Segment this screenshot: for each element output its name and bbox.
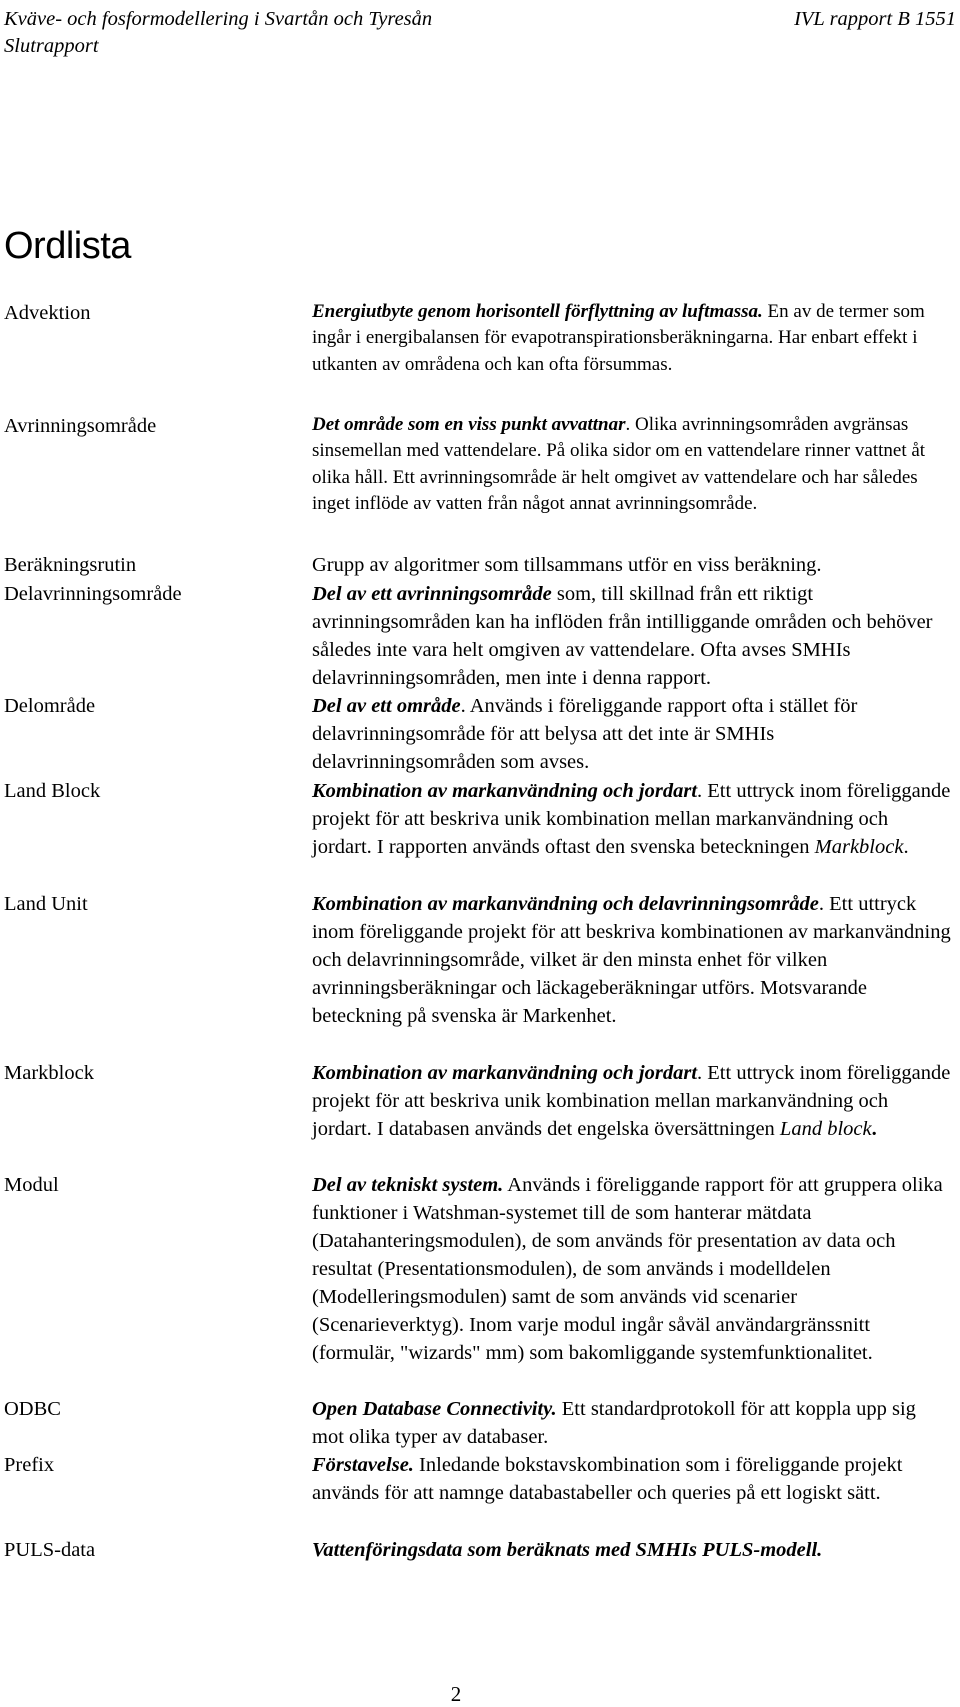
glossary-definition (312, 551, 952, 579)
definition-tail: . (871, 1118, 877, 1140)
definition-text: . Används i föreliggande rapport ofta i stället för delavrinningsområde för att belysa att det inte är SMHIs delavrinningsområden som avses. (312, 695, 858, 773)
definition-text: . Ett uttryck inom föreliggande projekt för att beskriva unik kombination mellan markanvändning och jordart. I rapporten används oftast den svenska beteckningen (312, 780, 951, 858)
glossary-definition (312, 1395, 952, 1451)
header-subtitle: Slutrapport (4, 35, 99, 57)
glossary-term: Markblock (4, 1062, 94, 1084)
glossary-definition (312, 299, 952, 378)
definition-emphasis: Del av ett område (312, 695, 461, 717)
definition-emphasis: Energiutbyte genom horisontell förflyttning av luftmassa. (312, 301, 763, 322)
definition-emphasis: Kombination av markanvändning och jordart (312, 780, 698, 802)
definition-emphasis: Kombination av markanvändning och jordart (312, 1062, 698, 1084)
glossary-definition (312, 890, 952, 1030)
glossary-definition (312, 777, 952, 861)
header-title: Kväve- och fosformodellering i Svartån och Tyresån (4, 8, 433, 30)
definition-text: Ett standardprotokoll för att koppla upp sig mot olika typer av databaser. (312, 1398, 916, 1448)
definition-emphasis: Kombination av markanvändning och delavrinningsområde (312, 893, 819, 915)
definition-tail: . (903, 836, 909, 858)
definition-text: Inledande bokstavskombination som i föreliggande projekt används för att namnge databastabeller och queries på ett logiskt sätt. (312, 1454, 903, 1504)
definition-emphasis: Open Database Connectivity. (312, 1398, 557, 1420)
definition-emphasis: Det område som en viss punkt avvattnar (312, 414, 626, 435)
glossary-term: Modul (4, 1174, 59, 1196)
definition-text: . Ett uttryck inom föreliggande projekt för att beskriva kombinationen av markanvändning och delavrinningsområde, vilket är den minsta enhet för vilken avrinningsberäkningar och läckageberäkningar utförs. Motsvarande beteckning på svenska är Markenhet. (312, 893, 951, 1027)
definition-text: . Olika avrinningsområden avgränsas sinsemellan med vattendelare. På olika sidor om en vattendelare rinner vattnet åt olika håll. Ett avrinningsområde är helt omgivet av vattendelare och har således inget inflöde av vatten från något annat avrinningsområde. (312, 414, 926, 514)
glossary-term: ODBC (4, 1398, 61, 1420)
definition-emphasis: Vattenföringsdata som beräknats med SMHIs PULS-modell. (312, 1539, 823, 1561)
glossary-term: PULS-data (4, 1539, 96, 1561)
header-report-id: IVL rapport B 1551 (794, 8, 956, 30)
definition-text: Grupp av algoritmer som tillsammans utför en viss beräkning. (312, 554, 822, 576)
glossary-definition (312, 1536, 952, 1564)
glossary-term: Land Block (4, 780, 101, 802)
definition-text: En av de termer som ingår i energibalansen för evapotranspirationsberäkningarna. Har enbart effekt i utkanten av områdena och kan ofta försummas. (312, 301, 925, 375)
glossary-definition (312, 412, 952, 517)
page-number: 2 (450, 1682, 462, 1706)
glossary-term: Delområde (4, 695, 96, 717)
glossary-term: Prefix (4, 1454, 55, 1476)
glossary-term: Avrinningsområde (4, 415, 157, 437)
definition-text: Används i föreliggande rapport för att gruppera olika funktioner i Watshman-systemet till de som hanterar mätdata (Datahanteringsmodulen), de som används för presentation av data och resultat (Presentationsmodulen), de som används i modelldelen (Modelleringsmodulen) samt de som används vid scenarier (Scenarieverktyg). Inom varje modul ingår såväl användargränssnitt (formulär, "wizards" mm) som bakomliggande systemfunktionalitet. (312, 1174, 943, 1364)
definition-emphasis: Del av ett avrinningsområde (312, 583, 552, 605)
definition-emphasis: Förstavelse. (312, 1454, 414, 1476)
glossary-definition (312, 580, 952, 692)
glossary-definition (312, 1171, 952, 1367)
glossary-term: Advektion (4, 302, 91, 324)
page-title: Ordlista (4, 225, 131, 267)
definition-text: som, till skillnad från ett riktigt avrinningsområden kan ha inflöden från intilliggande områden och behöver således inte vara helt omgiven av vattendelare. Ofta avses SMHIs delavrinningsområden, men inte i denna rapport. (312, 583, 933, 689)
glossary-definition (312, 1451, 952, 1507)
glossary-definition (312, 692, 952, 776)
glossary-definition (312, 1059, 952, 1143)
definition-italic: Land block (779, 1118, 872, 1140)
definition-italic: Markblock (814, 836, 904, 858)
definition-text: . Ett uttryck inom föreliggande projekt för att beskriva unik kombination mellan markanvändning och jordart. I databasen används det engelska översättningen (312, 1062, 951, 1140)
glossary-term: Beräkningsrutin (4, 554, 137, 576)
running-header (4, 6, 956, 60)
definition-emphasis: Del av tekniskt system. (312, 1174, 504, 1196)
glossary-term: Land Unit (4, 893, 88, 915)
glossary-term: Delavrinningsområde (4, 583, 182, 605)
